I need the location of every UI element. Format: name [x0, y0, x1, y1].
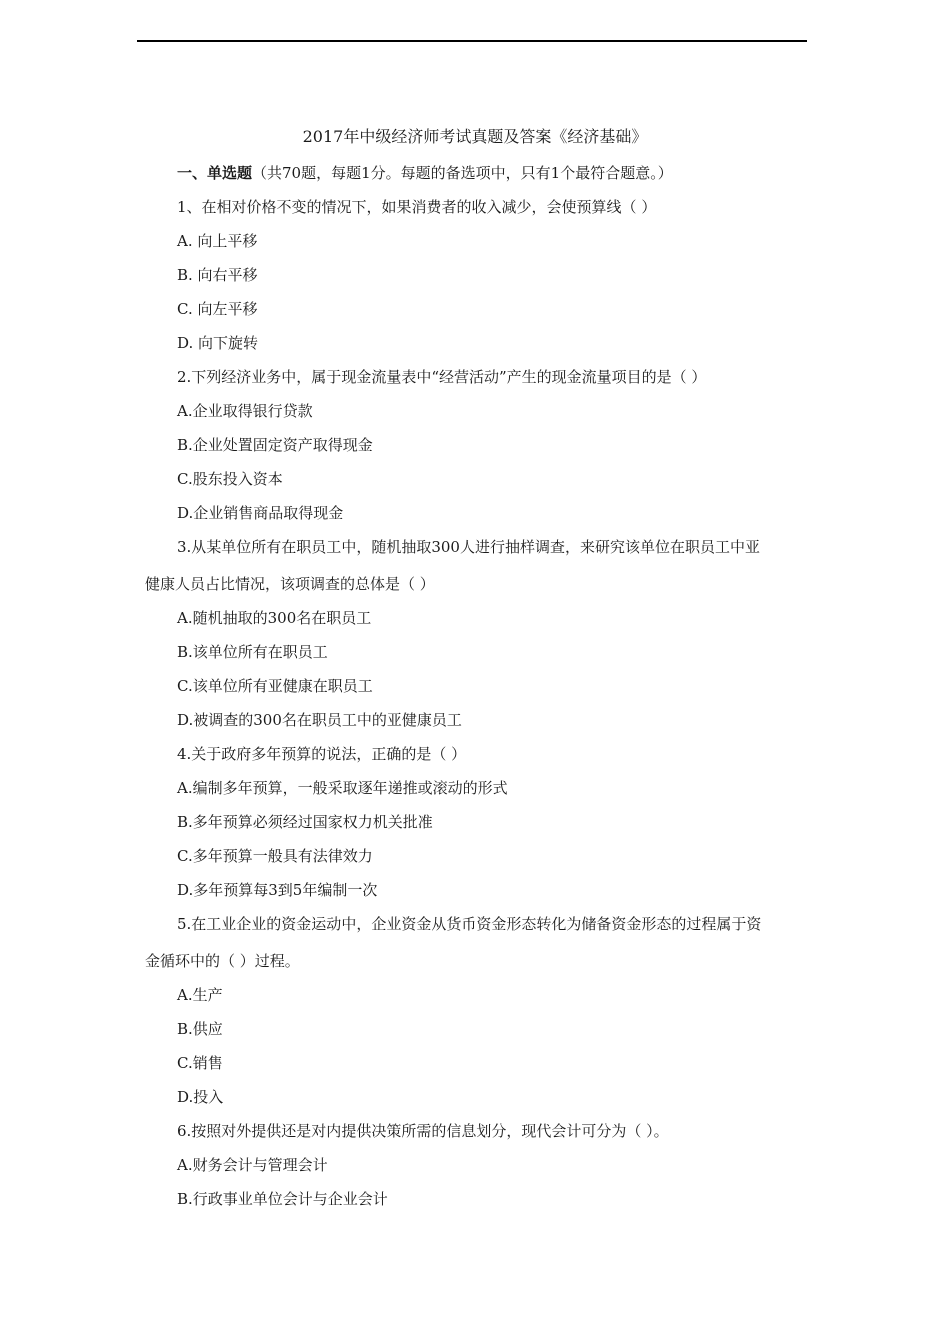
question-3-stem-line-1: 3.从某单位所有在职员工中，随机抽取300人进行抽样调查，来研究该单位在职员工中亚 — [177, 538, 760, 556]
header-rule — [137, 40, 807, 42]
question-3-option-d: D.被调查的300名在职员工中的亚健康员工 — [177, 711, 462, 729]
question-4-option-d: D.多年预算每3到5年编制一次 — [177, 881, 378, 899]
question-1-stem: 1、在相对价格不变的情况下，如果消费者的收入减少，会使预算线（ ） — [177, 198, 657, 216]
question-6-option-a: A.财务会计与管理会计 — [177, 1156, 328, 1174]
question-4-option-a: A.编制多年预算，一般采取逐年递推或滚动的形式 — [177, 779, 508, 797]
question-3-option-b: B.该单位所有在职员工 — [177, 643, 328, 661]
question-3-stem-line-2: 健康人员占比情况，该项调查的总体是（ ） — [145, 575, 435, 593]
question-5-stem-line-2: 金循环中的（ ）过程。 — [145, 952, 300, 970]
question-1-option-a: A. 向上平移 — [177, 232, 258, 250]
question-5-option-b: B.供应 — [177, 1020, 223, 1038]
question-6-stem: 6.按照对外提供还是对内提供决策所需的信息划分，现代会计可分为（ ）。 — [177, 1122, 669, 1140]
question-4-option-b: B.多年预算必须经过国家权力机关批准 — [177, 813, 433, 831]
question-1-option-d: D. 向下旋转 — [177, 334, 259, 352]
document-title: 2017年中级经济师考试真题及答案《经济基础》 — [302, 127, 648, 146]
question-2-option-c: C.股东投入资本 — [177, 470, 283, 488]
question-5-option-a: A.生产 — [177, 986, 223, 1004]
question-2-stem: 2.下列经济业务中，属于现金流量表中“经营活动”产生的现金流量项目的是（ ） — [177, 368, 707, 386]
question-3-option-a: A.随机抽取的300名在职员工 — [177, 609, 372, 627]
section-heading — [177, 163, 673, 183]
question-6-option-b: B.行政事业单位会计与企业会计 — [177, 1190, 388, 1208]
question-1-option-b: B. 向右平移 — [177, 266, 258, 284]
question-5-option-d: D.投入 — [177, 1088, 224, 1106]
question-3-option-c: C.该单位所有亚健康在职员工 — [177, 677, 373, 695]
question-1-option-c: C. 向左平移 — [177, 300, 258, 318]
question-4-option-c: C.多年预算一般具有法律效力 — [177, 847, 373, 865]
question-4-stem: 4.关于政府多年预算的说法，正确的是（ ） — [177, 745, 467, 763]
question-2-option-a: A.企业取得银行贷款 — [177, 402, 313, 420]
section-label: 一、单选题 — [177, 164, 253, 182]
section-note: （共70题，每题1分。每题的备选项中，只有1个最符合题意。） — [252, 164, 673, 182]
question-5-option-c: C.销售 — [177, 1054, 223, 1072]
question-2-option-d: D.企业销售商品取得现金 — [177, 504, 344, 522]
question-2-option-b: B.企业处置固定资产取得现金 — [177, 436, 373, 454]
question-5-stem-line-1: 5.在工业企业的资金运动中，企业资金从货币资金形态转化为储备资金形态的过程属于资 — [177, 915, 762, 933]
